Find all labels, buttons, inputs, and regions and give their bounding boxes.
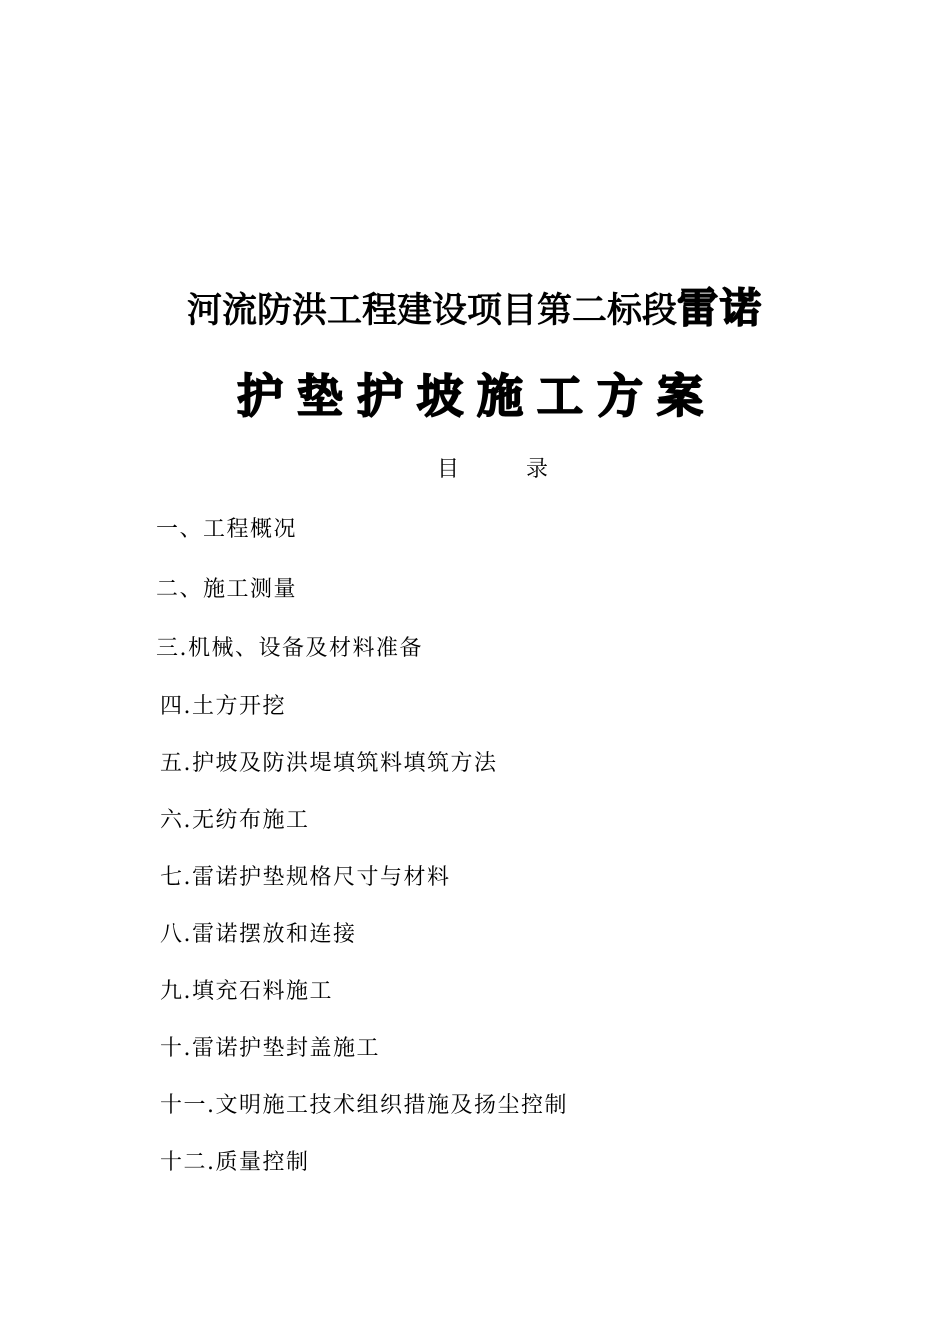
toc-item[interactable]: 二、施工测量 xyxy=(156,577,298,602)
toc-item[interactable]: 十一.文明施工技术组织措施及扬尘控制 xyxy=(160,1093,568,1118)
title-main-text: 河流防洪工程建设项目第二标段 xyxy=(186,291,677,331)
toc-item[interactable]: 六.无纺布施工 xyxy=(160,808,310,833)
document-title-line-2: 护垫护坡施工方案 xyxy=(237,369,717,423)
toc-item[interactable]: 十.雷诺护垫封盖施工 xyxy=(160,1036,380,1061)
toc-item[interactable]: 八.雷诺摆放和连接 xyxy=(160,922,357,947)
toc-item[interactable]: 七.雷诺护垫规格尺寸与材料 xyxy=(160,865,451,890)
toc-item[interactable]: 九.填充石料施工 xyxy=(160,979,333,1004)
toc-item[interactable]: 三.机械、设备及材料准备 xyxy=(156,636,423,661)
toc-item[interactable]: 十二.质量控制 xyxy=(160,1150,310,1175)
toc-item[interactable]: 五.护坡及防洪堤填筑料填筑方法 xyxy=(160,751,498,776)
toc-heading-char-2: 录 xyxy=(526,457,549,482)
toc-heading-char-1: 目 xyxy=(437,457,460,482)
title-emphasis-text: 雷诺 xyxy=(677,284,763,332)
toc-item[interactable]: 一、工程概况 xyxy=(156,517,298,542)
toc-item[interactable]: 四.土方开挖 xyxy=(160,694,286,719)
